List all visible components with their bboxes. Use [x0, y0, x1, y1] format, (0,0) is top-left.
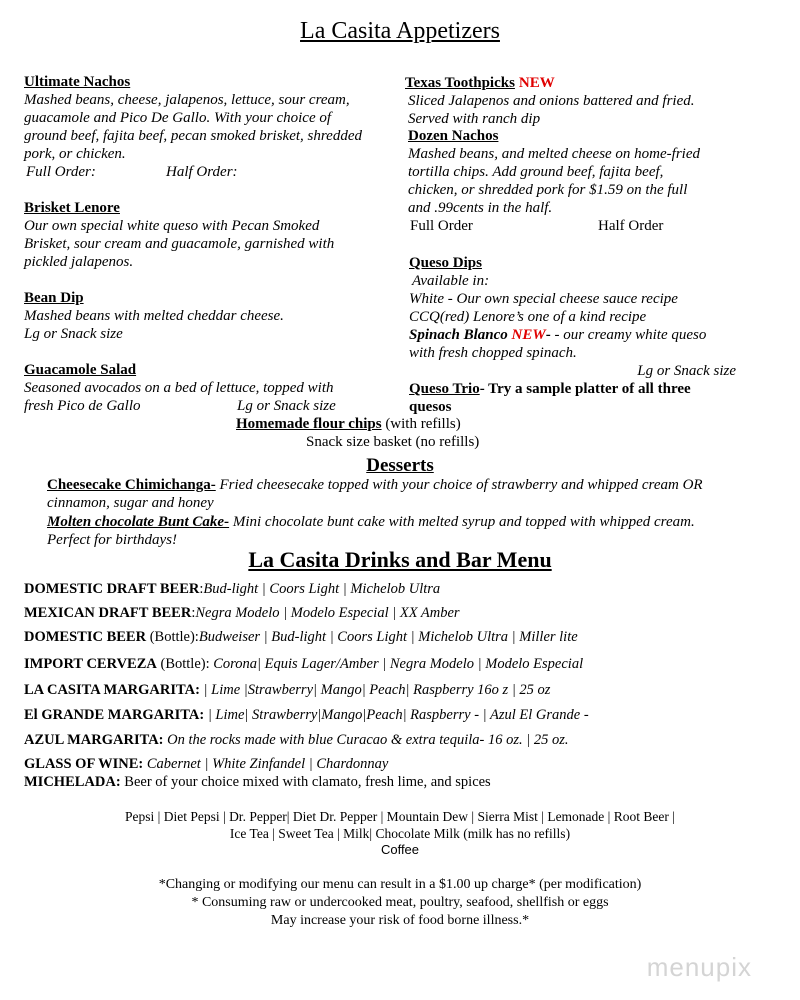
item-brisket-lenore [24, 200, 394, 271]
item-desc: with fresh chopped spinach. [409, 345, 577, 361]
item-desc: chicken, or shredded pork for $1.59 on the full [408, 182, 688, 198]
item-desc: Fried cheesecake topped with your choice of strawberry and whipped cream OR [215, 477, 703, 493]
soft-drinks-line: Ice Tea | Sweet Tea | Milk| Chocolate Milk (milk has no refills) [229, 826, 571, 841]
drink-line: DOMESTIC DRAFT BEER:Bud-light | Coors Light | Michelob Ultra [24, 581, 441, 597]
spinach-blanco-name: Spinach Blanco [409, 327, 508, 343]
drink-line: IMPORT CERVEZA (Bottle): Corona| Equis Lager/Amber | Negra Modelo | Modelo Especial [24, 656, 584, 672]
full-order-label: Full Order [410, 218, 473, 234]
drink-line: LA CASITA MARGARITA: | Lime |Strawberry| Mango| Peach| Raspberry 16o z | 25 oz [24, 682, 551, 698]
item-desc: Perfect for birthdays! [47, 532, 177, 548]
item-name: Bean Dip [24, 290, 84, 306]
new-badge: NEW [518, 75, 555, 91]
item-flour-chips [236, 416, 461, 433]
desserts-heading: Desserts [366, 455, 434, 476]
watermark-logo: menupix [646, 952, 752, 982]
item-bean-dip [24, 290, 394, 343]
drink-line: GLASS OF WINE: Cabernet | White Zinfandel | Chardonnay [24, 756, 389, 772]
item-desc: pickled jalapenos. [24, 254, 134, 270]
item-size: Lg or Snack size [24, 326, 123, 342]
item-molten-chocolate-cake [47, 513, 787, 549]
drink-line: MICHELADA: Beer of your choice mixed with clamato, fresh lime, and spices [24, 774, 491, 790]
item-desc: Served with ranch dip [408, 111, 541, 127]
half-order-label: Half Order [598, 218, 664, 234]
item-desc: - our creamy white queso [550, 327, 707, 343]
new-badge: NEW [511, 327, 546, 343]
item-desc: Mashed beans with melted cheddar cheese. [24, 308, 284, 324]
drink-line: AZUL MARGARITA: On the rocks made with blue Curacao & extra tequila- 16 oz. | 25 oz. [24, 732, 569, 748]
menu-note: May increase your risk of food borne illness.* [270, 913, 530, 928]
item-desc: fresh Pico de Gallo [24, 398, 141, 414]
item-desc: CCQ(red) Lenore’s one of a kind recipe [409, 309, 647, 325]
item-name: Texas Toothpicks [405, 75, 515, 91]
item-desc: Mini chocolate bunt cake with melted syrup and topped with whipped cream. [229, 514, 695, 530]
menu-note: * Consuming raw or undercooked meat, poultry, seafood, shellfish or eggs [191, 895, 609, 910]
item-name: Guacamole Salad [24, 362, 137, 378]
menu-note: *Changing or modifying our menu can result in a $1.00 up charge* (per modification) [158, 877, 642, 892]
item-name: Molten chocolate Bunt Cake- [47, 514, 230, 530]
item-desc: Brisket, sour cream and guacamole, garnished with [24, 236, 335, 252]
item-desc: Sliced Jalapenos and onions battered and fried. [408, 93, 695, 109]
item-desc: Available in: [412, 273, 490, 289]
drinks-heading: La Casita Drinks and Bar Menu [248, 547, 552, 572]
item-name: Queso Dips [409, 255, 482, 271]
chips-snack-size: Snack size basket (no refills) [306, 434, 480, 450]
soft-drinks-coffee: Coffee [380, 842, 420, 857]
item-name: Cheesecake Chimichanga- [47, 477, 216, 493]
drink-line: DOMESTIC BEER (Bottle):Budweiser | Bud-light | Coors Light | Michelob Ultra | Miller lite [24, 629, 578, 645]
full-order-label: Full Order: [26, 164, 96, 180]
item-cheesecake-chimichanga [47, 476, 787, 512]
drink-line: El GRANDE MARGARITA: | Lime| Strawberry|Mango|Peach| Raspberry - | Azul El Grande - [24, 707, 589, 723]
item-name: Brisket Lenore [24, 200, 120, 216]
item-queso-dips: Queso Dips Available in: White - Our own special cheese sauce recipe CCQ(red) Lenore’s one of a kind recipe Spinach Blanco NEW- - our creamy white queso with fresh chopped spinach. Lg or Snack size [409, 255, 789, 380]
item-desc: Seasoned avocados on a bed of lettuce, topped with [24, 380, 334, 396]
item-name: Dozen Nachos [408, 128, 499, 144]
item-size: Lg or Snack size [637, 363, 736, 379]
item-name: Ultimate Nachos [24, 74, 131, 90]
item-desc: Our own special white queso with Pecan Smoked [24, 218, 320, 234]
half-order-label: Half Order: [166, 164, 238, 180]
item-dozen-nachos [408, 128, 788, 235]
item-desc: quesos [409, 399, 452, 415]
soft-drinks-line: Pepsi | Diet Pepsi | Dr. Pepper| Diet Dr. Pepper | Mountain Dew | Sierra Mist | Lemonade | Root Beer | [125, 809, 675, 824]
item-desc: pork, or chicken. [24, 146, 126, 162]
item-name: Homemade flour chips [236, 416, 382, 432]
item-queso-trio [409, 380, 789, 416]
item-desc: - Try a sample platter of all three [479, 381, 691, 397]
item-note: (with refills) [381, 416, 461, 432]
item-desc: Mashed beans, and melted cheese on home-fried [408, 146, 701, 162]
item-desc: cinnamon, sugar and honey [47, 495, 214, 511]
item-size: Lg or Snack size [237, 398, 336, 414]
item-desc: and .99cents in the half. [408, 200, 553, 216]
item-name: Queso Trio [409, 381, 480, 397]
item-desc: Mashed beans, cheese, jalapenos, lettuce, sour cream, [24, 92, 350, 108]
drink-line: MEXICAN DRAFT BEER:Negra Modelo | Modelo Especial | XX Amber [24, 605, 460, 621]
item-texas-toothpicks [405, 74, 785, 128]
item-desc: White - Our own special cheese sauce recipe [409, 291, 678, 307]
item-desc: ground beef, fajita beef, pecan smoked brisket, shredded [24, 128, 362, 144]
item-guacamole-salad [24, 362, 394, 415]
item-desc: guacamole and Pico De Gallo. With your choice of [24, 110, 332, 126]
page-title: La Casita Appetizers [300, 18, 500, 44]
item-desc: tortilla chips. Add ground beef, fajita beef, [408, 164, 664, 180]
item-ultimate-nachos [24, 74, 394, 181]
